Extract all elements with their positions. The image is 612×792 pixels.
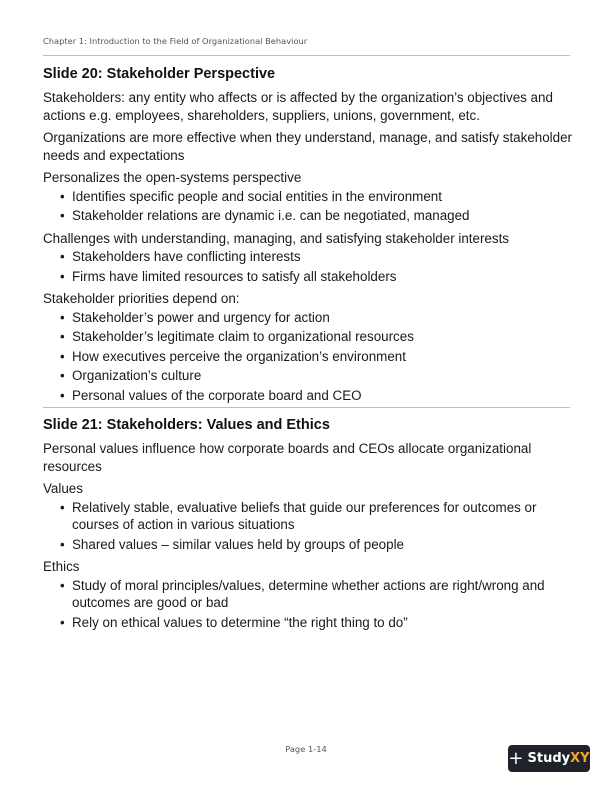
slide-20-title: Slide 20: Stakeholder Perspective	[43, 66, 276, 82]
slide-21-title: Slide 21: Stakeholders: Values and Ethics	[43, 417, 330, 433]
list-item: • Stakeholder’s power and urgency for action	[72, 309, 573, 327]
running-header: Chapter 1: Introduction to the Field of Organizational Behaviour	[43, 36, 308, 46]
open-systems-list	[43, 188, 573, 225]
ethics-list	[43, 577, 573, 632]
stakeholders-definition: Stakeholders: any entity who affects or is affected by the organization’s objectives and actions e.g. employees, shareholders, suppliers, unions, government, etc.	[43, 90, 553, 123]
priorities-lead: Stakeholder priorities depend on:	[43, 291, 240, 306]
list-item: • Personal values of the corporate board and CEO	[72, 387, 573, 405]
brand-accent: XY	[570, 751, 590, 766]
values-lead: Values	[43, 481, 83, 496]
effectiveness-statement: Organizations are more effective when they understand, manage, and satisfy stakeholder needs and expectations	[43, 130, 572, 163]
list-item: • Firms have limited resources to satisfy all stakeholders	[72, 268, 573, 286]
plus-icon: +	[508, 748, 524, 769]
challenges-lead: Challenges with understanding, managing, and satisfying stakeholder interests	[43, 230, 509, 246]
list-item: • Relatively stable, evaluative beliefs that guide our preferences for outcomes or courses of action in various situations	[72, 499, 573, 534]
list-item: • Organization’s culture	[72, 367, 573, 385]
list-item: • Shared values – similar values held by groups of people	[72, 536, 573, 554]
list-item: • How executives perceive the organization’s environment	[72, 348, 573, 366]
values-list	[43, 499, 573, 554]
slide-21-section	[43, 416, 573, 633]
priorities-list	[43, 309, 573, 405]
page-number: Page 1-14	[285, 744, 327, 754]
list-item: • Stakeholder’s legitimate claim to organizational resources	[72, 328, 573, 346]
brand-main: Study	[527, 751, 571, 766]
ethics-lead: Ethics	[43, 559, 80, 574]
slide-20-section	[43, 65, 573, 406]
list-item: • Study of moral principles/values, determine whether actions are right/wrong and outcomes are good or bad	[72, 577, 573, 612]
header-divider	[43, 55, 570, 56]
challenges-list	[43, 248, 573, 285]
studyxy-logo	[508, 745, 590, 772]
list-item: • Stakeholder relations are dynamic i.e. can be negotiated, managed	[72, 207, 573, 225]
values-influence-statement: Personal values influence how corporate boards and CEOs allocate organizational resources	[43, 441, 532, 474]
section-divider	[43, 407, 570, 408]
list-item: • Identifies specific people and social entities in the environment	[72, 188, 573, 206]
list-item: • Stakeholders have conflicting interests	[72, 248, 573, 266]
list-item: • Rely on ethical values to determine “the right thing to do”	[72, 614, 573, 632]
open-systems-lead: Personalizes the open-systems perspective	[43, 170, 302, 185]
